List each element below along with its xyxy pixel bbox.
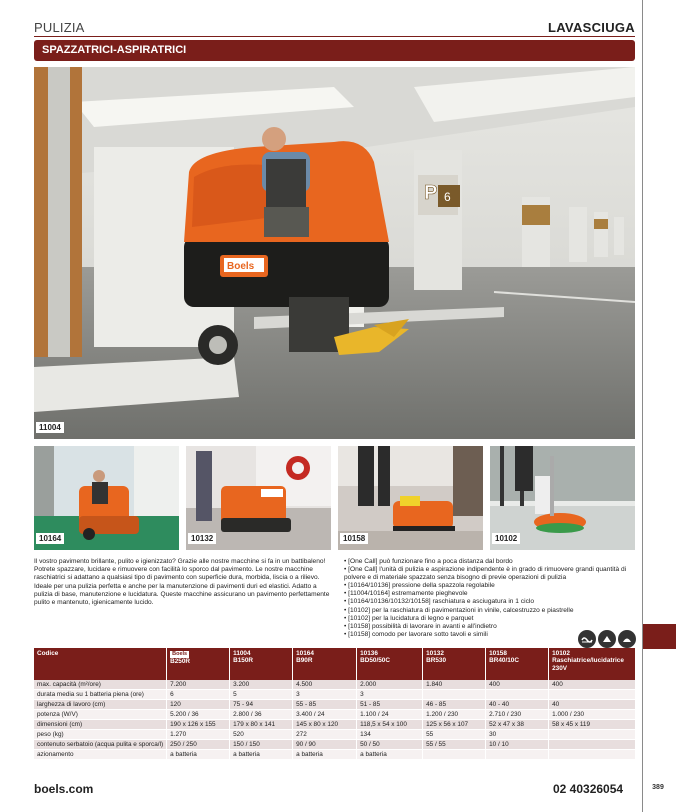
table-cell: 7.200 (167, 680, 230, 690)
table-cell: 400 (486, 680, 549, 690)
product-code: 11004 (233, 650, 251, 657)
table-cell: 520 (230, 730, 293, 740)
product-code: 10158 (489, 650, 507, 657)
page-edge-rule (642, 0, 643, 812)
table-cell: 1.270 (167, 730, 230, 740)
table-cell (423, 750, 486, 760)
table-cell: 272 (293, 730, 357, 740)
model-name: B250R (170, 658, 191, 666)
table-column-header (549, 648, 635, 680)
table-cell (549, 690, 635, 700)
hero-image (34, 67, 635, 439)
table-cell: 58 x 45 x 119 (549, 720, 635, 730)
table-row (34, 730, 635, 740)
table-cell: 3 (293, 690, 357, 700)
table-cell: 10 / 10 (486, 740, 549, 750)
svg-text:P: P (424, 182, 438, 204)
feature-item: • [11004/10164] estremamente pieghevole (344, 590, 468, 598)
feature-item: • [10164/10136/10132/10158] raschiatura e asciugatura in 1 ciclo (344, 598, 534, 606)
row-label: contenuto serbatoio (acqua pulita e sporca/l) (34, 740, 167, 750)
model-name: BR40/10C (489, 657, 519, 665)
table-cell: 125 x 56 x 107 (423, 720, 486, 730)
table-cell: 75 - 94 (230, 700, 293, 710)
table-header-row (34, 648, 635, 680)
feature-item: • [10102] per la raschiatura di pavimentazioni in vinile, calcestruzzo e piastrelle (344, 606, 574, 614)
table-row (34, 750, 635, 760)
table-cell: 2.800 / 36 (230, 710, 293, 720)
table-cell: 2.000 (357, 680, 423, 690)
table-column-header (293, 648, 357, 680)
table-cell: 400 (549, 680, 635, 690)
table-row (34, 720, 635, 730)
feature-item: • [One Call] l'unità di pulizia e aspirazione indipendente è in grado di rimuovere grandi quantità di polvere e di materiale spazzato senza bisogno di previe operazioni di pulizia (344, 566, 627, 582)
table-cell (423, 690, 486, 700)
table-cell: 3.200 (230, 680, 293, 690)
category-banner: SPAZZATRICI-ASPIRATRICI (34, 40, 635, 61)
table-cell: 3 (357, 690, 423, 700)
table-cell: 30 (486, 730, 549, 740)
phone-number: 02 40326054 (553, 782, 624, 796)
row-label: max. capacità (m²/ore) (34, 680, 167, 690)
table-cell (486, 750, 549, 760)
table-row (34, 680, 635, 690)
table-cell: 120 (167, 700, 230, 710)
feature-item: • [One Call] può funzionare fino a poca distanza dal bordo (344, 558, 513, 565)
table-cell: 5 (230, 690, 293, 700)
thumbnail-code-label: 10158 (340, 533, 368, 544)
svg-text:6: 6 (444, 190, 451, 204)
thumbnail-image (34, 446, 179, 550)
table-column-header (167, 648, 230, 680)
table-row (34, 690, 635, 700)
website-link[interactable]: boels.com (34, 782, 94, 796)
table-cell (549, 740, 635, 750)
hand-icon (618, 630, 636, 648)
table-cell: 5.200 / 36 (167, 710, 230, 720)
table-cell: 1.000 / 230 (549, 710, 635, 720)
row-label: peso (kg) (34, 730, 167, 740)
table-row (34, 710, 635, 720)
product-code: 10136 (360, 650, 378, 657)
table-cell: 2.710 / 230 (486, 710, 549, 720)
feature-item: • [10102] per la lucidatura di legno e parquet (344, 614, 474, 622)
section-subcategory: LAVASCIUGA (547, 20, 635, 35)
table-header-label: Codice (34, 648, 167, 680)
wave-icon (578, 630, 596, 648)
table-cell: 150 / 150 (230, 740, 293, 750)
header-divider (34, 36, 635, 37)
page-number: 389 (646, 784, 670, 795)
table-cell: 145 x 80 x 120 (293, 720, 357, 730)
product-code: 10132 (426, 650, 444, 657)
usage-icons (578, 630, 636, 648)
section-category: PULIZIA (34, 20, 85, 35)
chapter-tab (643, 624, 676, 649)
feature-list (344, 558, 636, 639)
table-cell: 190 x 126 x 155 (167, 720, 230, 730)
table-cell (549, 730, 635, 740)
table-cell: 250 / 250 (167, 740, 230, 750)
parking-garage-scene (34, 67, 635, 439)
table-cell: 51 - 85 (357, 700, 423, 710)
table-cell: 134 (357, 730, 423, 740)
table-cell: 1.840 (423, 680, 486, 690)
feature-item: • [10158] comodo per lavorare sotto tavoli e simili (344, 630, 488, 638)
table-cell: 3.400 / 24 (293, 710, 357, 720)
table-cell: a batteria (293, 750, 357, 760)
table-cell: 55 - 85 (293, 700, 357, 710)
table-cell: 1.100 / 24 (357, 710, 423, 720)
thumbnail-code-label: 10164 (36, 533, 64, 544)
thumbnail-image (490, 446, 635, 550)
table-cell: a batteria (357, 750, 423, 760)
table-column-header (423, 648, 486, 680)
table-cell: 55 / 55 (423, 740, 486, 750)
thumbnail-image (338, 446, 483, 550)
table-cell: a batteria (167, 750, 230, 760)
spec-table (34, 648, 635, 760)
table-cell: 4.500 (293, 680, 357, 690)
thumbnail-image (186, 446, 331, 550)
table-cell: 118,5 x 54 x 100 (357, 720, 423, 730)
table-cell: 6 (167, 690, 230, 700)
row-label: durata media su 1 batteria piena (ore) (34, 690, 167, 700)
section-header (34, 20, 635, 35)
feature-item: • [10164/10136] pressione della spazzola regolabile (344, 582, 495, 590)
table-cell (549, 750, 635, 760)
model-name: BD50/50C (360, 657, 390, 665)
table-cell: 40 - 40 (486, 700, 549, 710)
row-label: larghezza di lavoro (cm) (34, 700, 167, 710)
table-cell: a batteria (230, 750, 293, 760)
table-row (34, 700, 635, 710)
model-name: BR530 (426, 657, 447, 665)
row-label: dimensioni (cm) (34, 720, 167, 730)
table-cell: 46 - 85 (423, 700, 486, 710)
model-name: B90R (296, 657, 313, 665)
row-label: azionamento (34, 750, 167, 760)
feature-item: • [10158] possibilità di lavorare in avanti e all'indietro (344, 622, 497, 630)
product-code: 10164 (296, 650, 314, 657)
table-cell: 90 / 90 (293, 740, 357, 750)
thumbnail-code-label: 10132 (188, 533, 216, 544)
table-row (34, 740, 635, 750)
model-name: Raschiatrice/lucidatrice 230V (552, 657, 624, 672)
table-column-header (486, 648, 549, 680)
boels-logo: Boels (172, 651, 188, 657)
table-cell: 40 (549, 700, 635, 710)
table-cell (486, 690, 549, 700)
hero-code-label: 11004 (36, 422, 64, 433)
thumbnail-code-label: 10102 (492, 533, 520, 544)
row-label: potenza (W/V) (34, 710, 167, 720)
table-cell: 55 (423, 730, 486, 740)
table-cell: 52 x 47 x 38 (486, 720, 549, 730)
table-column-header (230, 648, 293, 680)
product-code: 10102 (552, 650, 570, 657)
drop-icon (598, 630, 616, 648)
svg-text:Boels: Boels (227, 261, 255, 272)
model-name: B150R (233, 657, 254, 665)
table-cell: 179 x 80 x 141 (230, 720, 293, 730)
table-cell: 1.200 / 230 (423, 710, 486, 720)
table-column-header (357, 648, 423, 680)
product-description: Il vostro pavimento brillante, pulito e igienizzato? Grazie alle nostre macchine si fa in un battibaleno! Potrete spazzare, lucidare e rimuovere con facilità lo sporco dal pavimento. Le nostre macchine raschiatrici si adattano a qualsiasi tipo di pavimento con superficie dura, morbida, liscia o a rilievo. Ideale per una pulizia perfetta e anche per la manutenzione di pavimenti duri ed elastici. Adatto a pulizia di base, manutenzione e lucidatura. Queste macchine assicurano un pavimento perfettamente pulito e mantenuto, igienicamente lucido. (34, 558, 330, 607)
table-cell: 50 / 50 (357, 740, 423, 750)
